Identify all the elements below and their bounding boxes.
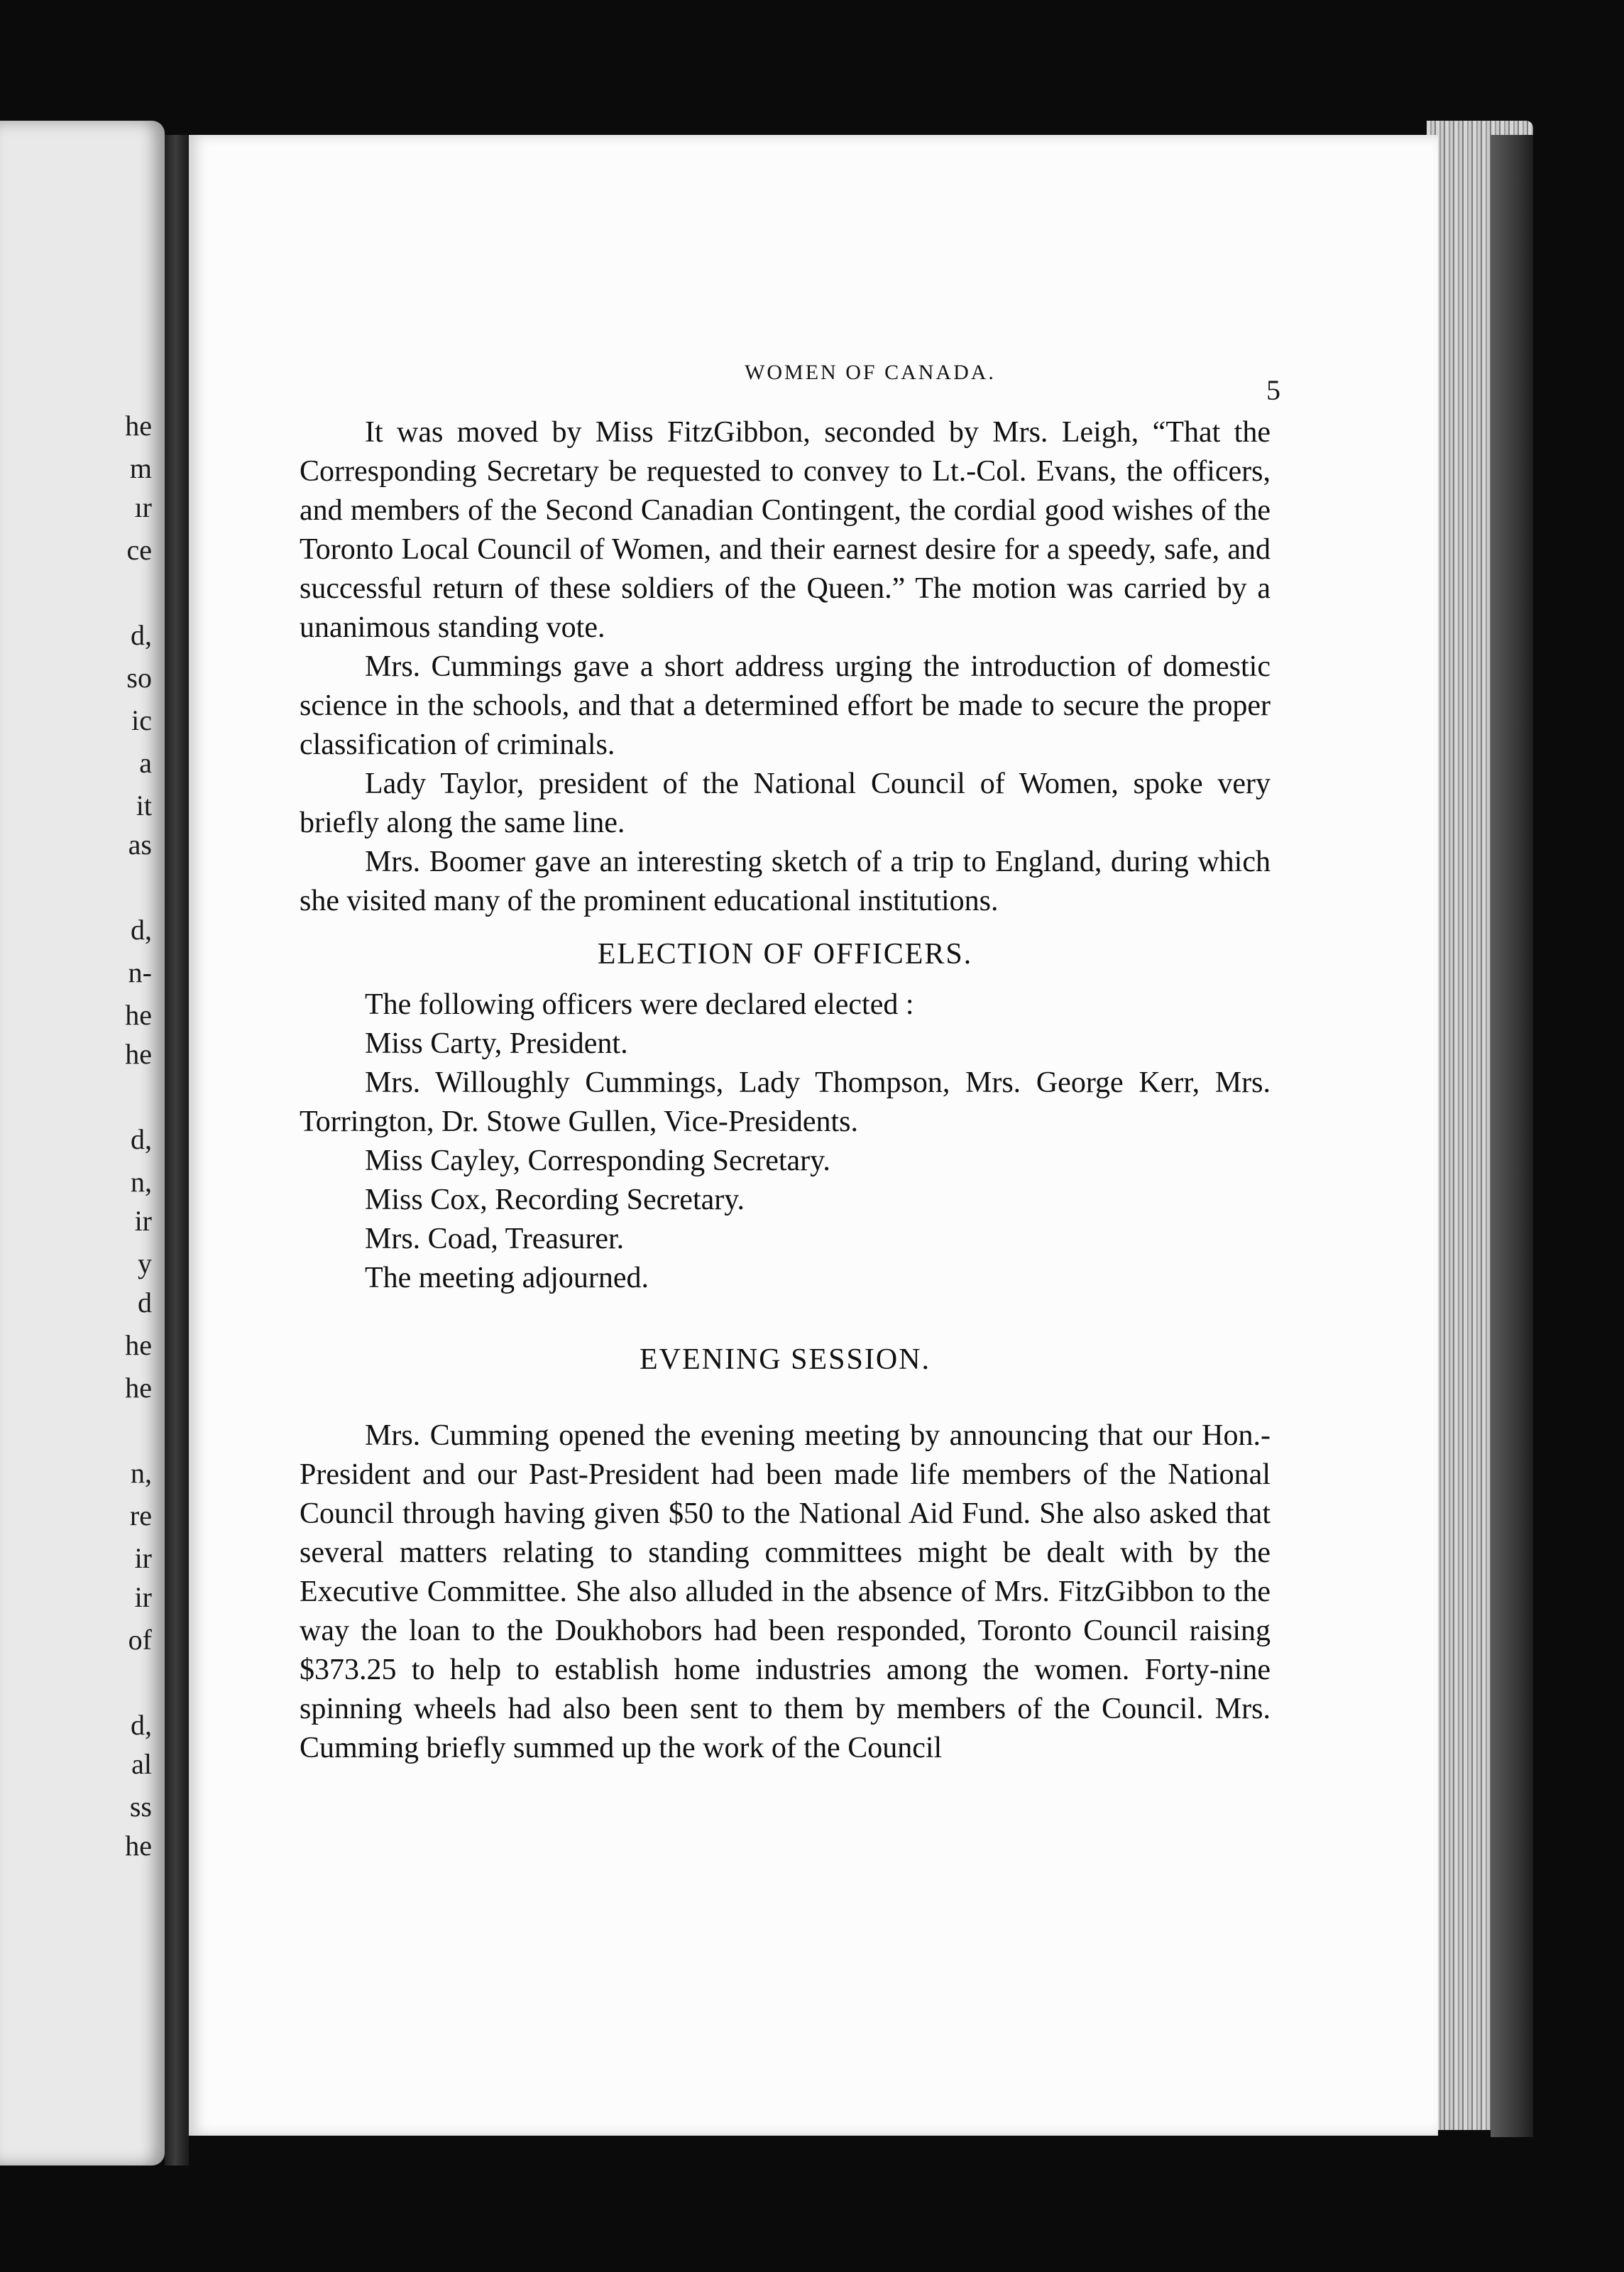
previous-page-text-fragment: he [125,999,152,1031]
previous-page-text-fragment: d, [131,619,152,651]
previous-page-text-fragment: d, [131,1709,152,1741]
paragraph: Lady Taylor, president of the National Council of Women, spoke very briefly along the same line. [300,768,1271,839]
paragraph: It was moved by Miss FitzGibbon, seconded by Mrs. Leigh, “That the Corresponding Secretary be requested to convey to Lt.-Col. Evans, the officers, and members of the Second Canadian Contingent, the cordial good wishes of the Toronto Local Council of Women, and their earnest desire for a speedy, safe, and successful return of these soldiers of the Queen.” The motion was carried by a unanimous standing vote. [300,416,1271,644]
previous-page-text-fragment: m [129,452,152,484]
previous-page-text-fragment: a [139,747,152,779]
previous-page-text-fragment: he [125,410,152,442]
book-page [189,135,1438,2136]
election-line: Mrs. Willoughly Cummings, Lady Thompson, Mrs. George Kerr, Mrs. Torrington, Dr. Stowe Gullen, Vice-Presidents. [300,1066,1271,1138]
previous-page-text-fragment: he [125,1329,152,1361]
previous-page-text-fragment: n, [131,1457,152,1489]
previous-page-edge [0,121,165,2166]
previous-page-text-fragment: y [138,1247,152,1279]
previous-page-text-fragment: n, [131,1166,152,1198]
previous-page-text-fragment: of [128,1624,152,1656]
previous-page-text-fragment: d [138,1287,152,1318]
paragraph: Mrs. Boomer gave an interesting sketch of a trip to England, during which she visited many of the prominent educational institutions. [300,846,1271,917]
book-gutter [165,135,189,2166]
paragraph: Mrs. Cummings gave a short address urging the introduction of domestic science in the schools, and that a determined effort be made to secure the proper classification of criminals. [300,650,1271,761]
previous-page-text-fragment: as [128,829,152,861]
election-line: Miss Carty, President. [365,1027,628,1060]
previous-page-text-fragment: he [125,1372,152,1404]
previous-page-text-fragment: ır [134,491,152,523]
previous-page-text-fragment: ce [126,534,152,566]
paragraph: Mrs. Cumming opened the evening meeting by announcing that our Hon.-President and our Past-President had been made life members of the National Council through having given $50 to the National Aid Fund. She also asked that several matters relating to standing committees might be dealt with by the Executive Committee. She also alluded in the absence of Mrs. FitzGibbon to the way the loan to the Doukhobors had been responded, Toronto Council raising $373.25 to help to establish home industries among the women. Forty-nine spinning wheels had also been sent to them by members of the Council. Mrs. Cumming briefly summed up the work of the Council [300,1419,1271,1764]
page-body [300,413,1271,1768]
section-heading-election: ELECTION OF OFFICERS. [597,938,973,971]
section-heading-evening: EVENING SESSION. [640,1343,931,1376]
previous-page-text-fragment: so [126,662,152,694]
election-line: Miss Cox, Recording Secretary. [365,1184,745,1216]
previous-page-text-fragment: ss [129,1791,152,1823]
previous-page-text-fragment: ic [131,704,152,736]
previous-page-text-fragment: he [125,1830,152,1862]
election-line: Miss Cayley, Corresponding Secretary. [365,1145,830,1177]
book-cover-edge [1491,135,1533,2137]
previous-page-text-fragment: ir [134,1205,152,1237]
election-line: The following officers were declared elected : [365,988,914,1021]
page-number: 5 [1266,374,1280,406]
previous-page-text-fragment: ir [134,1542,152,1574]
previous-page-text-fragment: re [129,1500,152,1531]
election-line: The meeting adjourned. [365,1262,649,1294]
previous-page-text-fragment: n- [128,956,152,988]
previous-page-text-fragment: he [125,1038,152,1070]
previous-page-text-fragment: ir [134,1581,152,1613]
previous-page-text-fragment: al [131,1748,152,1780]
previous-page-text-fragment: it [136,790,152,821]
previous-page-text-fragment: d, [131,1123,152,1155]
previous-page-text-fragment: d, [131,914,152,946]
election-line: Mrs. Coad, Treasurer. [365,1223,625,1255]
running-head: WOMEN OF CANADA. [745,361,996,384]
